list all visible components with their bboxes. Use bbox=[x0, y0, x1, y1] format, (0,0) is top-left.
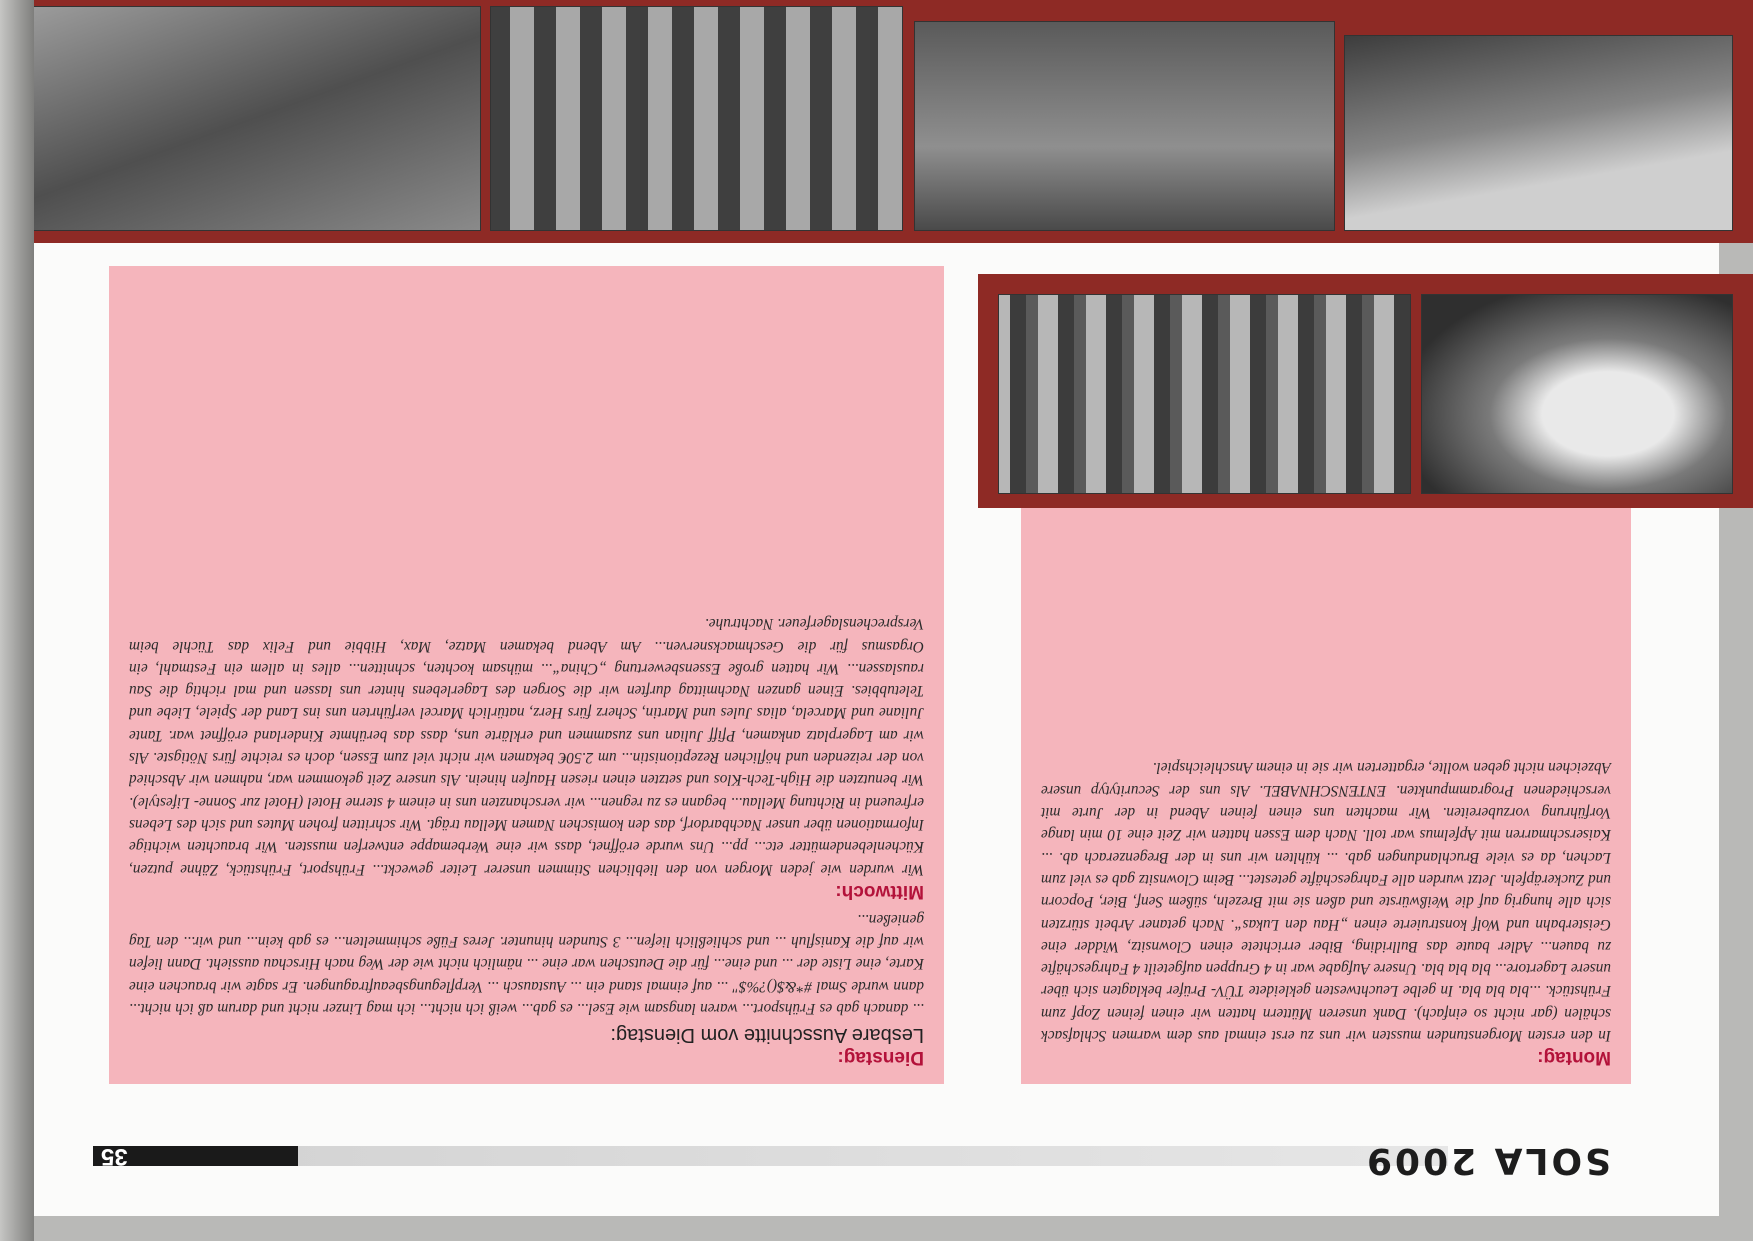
mittwoch-heading: Mittwoch: bbox=[835, 880, 924, 902]
page-number-block bbox=[93, 1143, 298, 1170]
photo-signpost bbox=[914, 21, 1335, 231]
page-edge bbox=[0, 0, 34, 1241]
dienstag-heading: Dienstag: bbox=[837, 1047, 924, 1068]
page-number: 35 bbox=[101, 1143, 128, 1170]
photo-meadow bbox=[26, 6, 481, 231]
mittwoch-text: Wir wurden wie jeden Morgen von den lieblichen Stimmen unserer Leiter geweckt... Frühsport, Frühstück, Zähne putzen, Küchenlebendemütter etc... pp... Uns wurde eröffnet, dass wir eine Werbemappe entwerfen mussten. Wir brauchten wichtige Informationen über unser Nachbardorf, das den komischen Namen Mellau trägt. Wir schritten frohen Mutes und sich des Lebens erfreuend in Richtung Mellau... begann es zu regnen... wir verschanzten uns in einem 4 sterne Hotel (Hotel zur Sonne- Lifestyle). Wir benutzten die High-Tech-Klos und setzten einen riesen Haufen hinein. Als unsere Zeit gekommen war, nahmen wir Abschied von der reizenden und höflichen Rezeptionistin... um 2.50€ bekamen wir nicht viel zum Essen, doch es reichte fürs Nötigste. Als wir am Lagerplatz ankamen, Pfiff Julian uns zusammen und erklärte uns, dass das berühmte Kinderland eröffnet war. Tante Juliane und Marcela, alias Jules und Martin, Scherz fürs Herz, natürlich Marcel verführten uns ins Land der Spiele, Liebe und Teletubbies. Einen ganzen Nachmittag durften wir die Sorgen des Lagerlebens hinter uns lassen und mal richtig die Sau rauslassen... Wir hatten große Essensbewertung „China“... mühsam kochten, schnitten... alles in allem ein Festmahl, ein Orgasmus für die Geschmacksnerven... Am Abend bekamen Matze, Max, Hibbie und Felix das Tüchle beim Versprechenslagerfeuer. Nachtruhe. bbox=[129, 615, 924, 878]
photo-group-standing bbox=[998, 294, 1411, 494]
photo-flag-group bbox=[490, 6, 903, 231]
magazine-title: SOLA 2009 bbox=[1363, 1140, 1611, 1181]
photo-crowd bbox=[1344, 35, 1733, 231]
montag-heading: Montag: bbox=[1537, 1047, 1611, 1068]
photo-group-sitting bbox=[1421, 294, 1733, 494]
dienstag-subheading: Lesbare Ausschnitte vom Dienstag: bbox=[610, 1024, 924, 1046]
header-rule bbox=[203, 1146, 1448, 1166]
dienstag-text: ... danach gab es Frühsport... waren langsam wie Esel... es gab... weiß ich nicht... ich mag Linzer nicht und darum aß ich nicht... dann wurde Smal #*&$()?%$" ... auf einmal stand ein ... Austausch ... Verpflegungsbeauftragungen. Er sagte wir brauchen eine Karte, eine Liste der ... und eine... für die Deutschen war eine ... nämlich nicht wie der Weg nach Hirschau aussieht. Dann liefen wir auf die Kanisfluh ... und schließlich liefen... 3 Stunden hinunter. Jeres Füße schimmelten... es gab kein... und wir... den Tag genießen... bbox=[129, 910, 924, 1017]
montag-box bbox=[1021, 472, 1631, 1084]
montag-text: In den ersten Morgenstunden mussten wir uns zu erst einmal aus dem warmen Schlafsack schälen (gar nicht so einfach). Dank unseren Müttern hatten wir einen feinen Zopf zum Frühstück. ...bla bla bla. In gelbe Leuchtwesten gekleidete TÜV- Prüfer beklagten sich über unsere Lagertore... bla bla bla. Unsere Aufgabe war in 4 Gruppen aufgeteilt 4 Fahrgeschäfte zu bauen... Adler baute das Bullriding, Biber errichtete einen Clownsitz, Widder eine Geisterbahn und Wolf konstruierte einen „Hau den Lukas“. Nach getaner Arbeit stürzten sich alle hungrig auf die Weißwürste und aßen sie mit Brezeln, süßem Senf, Bier, Popcorn und Zuckeräpfeln. Jetzt wurden alle Fahrgeschäfte getestet... Beim Clownsitz gab es viel zum Lachen, da es viele Bruchlandungen gab. ... kühlten wir uns in der Bregenzerach ab. ... Kaiserschmarren mit Apfelmus war toll. Nach dem Essen hatten wir Zeit eine 10 min lange Vorführung vorzubereiten. Wir machten uns einen feinen Abend in der Jurte mit verschiedenen Programmpunkten. ENTENSCHNABEL. Als uns der Securitytyp unsere Abzeichen nicht geben wollte, ergatterten wir sie in einem Anschleichspiel. bbox=[1041, 759, 1611, 1044]
dienstag-mittwoch-box bbox=[109, 266, 944, 1084]
